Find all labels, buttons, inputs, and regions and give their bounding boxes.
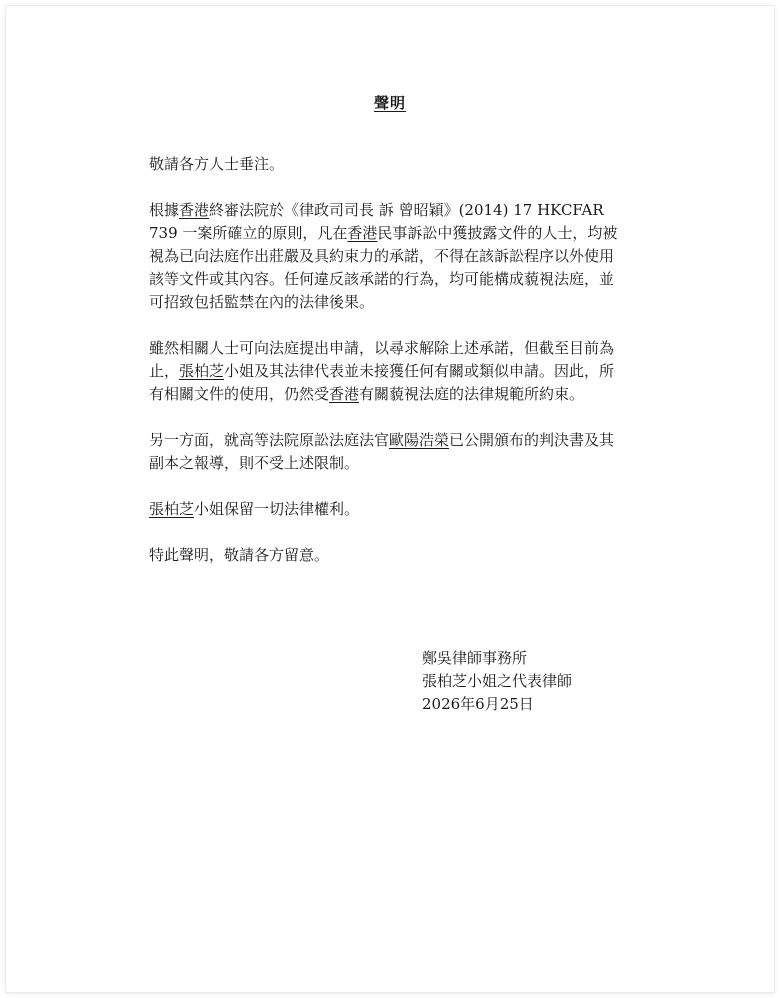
signatory-role: 張柏芝小姐之代表律師 (422, 672, 573, 690)
cecilia-cheung-link-2[interactable]: 張柏芝 (149, 500, 195, 518)
signature-date: 2026年6月25日 (422, 695, 534, 713)
hong-kong-link-3[interactable]: 香港 (329, 385, 360, 403)
hong-kong-link-1[interactable]: 香港 (179, 201, 210, 219)
document-title (6, 92, 774, 113)
principle-paragraph (149, 199, 624, 314)
document-page (6, 6, 774, 992)
title-text: 聲明 (373, 94, 406, 112)
cecilia-cheung-link[interactable]: 張柏芝 (179, 362, 225, 380)
judgment-paragraph (149, 429, 624, 475)
signature-block (422, 647, 572, 716)
para4-text-1: 小姐保留一切法律權利。 (194, 500, 360, 518)
para3-text-1: 另一方面，就高等法院原訟法庭法官 (149, 431, 390, 449)
judge-name-link[interactable]: 歐陽浩榮 (389, 431, 450, 449)
greeting-paragraph: 敬請各方人士垂注。 (149, 155, 285, 173)
para2-text-3: 有關藐視法庭的法律規範所約束。 (359, 385, 585, 403)
statement-body (149, 153, 624, 590)
application-paragraph (149, 337, 624, 406)
law-firm-name: 鄭吳律師事務所 (422, 649, 528, 667)
para1-text-1: 根據 (149, 201, 180, 219)
para1-text-2: 終審法院於《律政司司長 訴 曾昭穎》(2014) 17 HKCFAR 739 一案所確立的原則，凡在 (149, 201, 604, 242)
para3-text-2: 已公開頒布的判決書及其副本之報導，則不受上述限制。 (149, 431, 615, 472)
para2-text-2: 小姐及其法律代表並未接獲任何有關或類似申請。因此，所有相關文件的使用，仍然受 (149, 362, 615, 403)
para2-text-1: 雖然相關人士可向法庭提出申請，以尋求解除上述承諾，但截至目前為止， (149, 339, 615, 380)
closing-paragraph: 特此聲明，敬請各方留意。 (149, 546, 330, 564)
rights-paragraph (149, 498, 624, 521)
para1-text-3: 民事訴訟中獲披露文件的人士，均被視為已向法庭作出莊嚴及具約束力的承諾，不得在該訴訟程序以外使用該等文件或其內容。任何違反該承諾的行為，均可能構成藐視法庭，並可招致包括監禁在內的法律後果。 (149, 224, 618, 311)
hong-kong-link-2[interactable]: 香港 (347, 224, 378, 242)
